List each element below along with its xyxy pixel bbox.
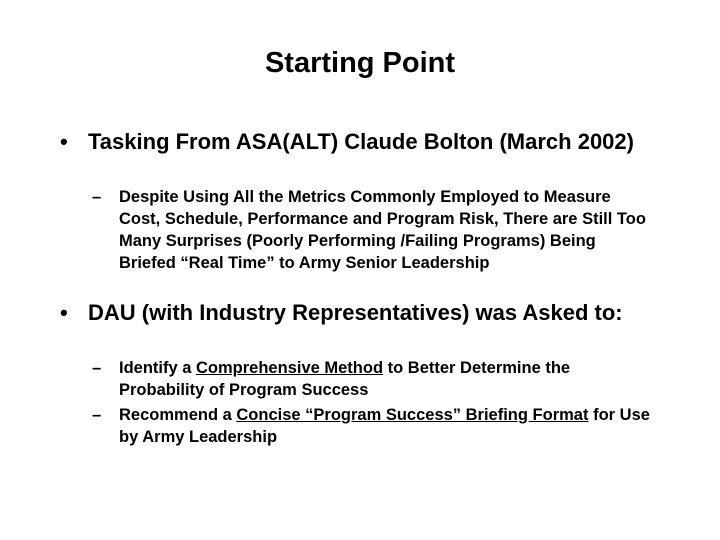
sub-bullet-text [119, 404, 652, 448]
underlined-phrase: Comprehensive Method [196, 359, 384, 377]
sub-bullet-item [92, 357, 652, 401]
bullet-item [60, 299, 660, 326]
slide-title: Starting Point [264, 47, 456, 79]
dash-marker: – [92, 188, 102, 206]
sub-bullet-text: Despite Using All the Metrics Commonly Employed to Measure Cost, Schedule, Performance and Program Risk, There are Still Too Many Surprises (Poorly Performing /Failing Programs) Being Briefed “Real Time” to Army Senior Leadership [119, 188, 646, 272]
sub-bullet-text-part: Recommend a [119, 406, 237, 424]
sub-bullet-text [119, 357, 652, 401]
sub-bullet-text-part: to Better Determine the Probability of Program Success [119, 359, 571, 399]
bullet-text: Tasking From ASA(ALT) Claude Bolton (March 2002) [88, 129, 634, 154]
underlined-phrase: Concise “Program Success” Briefing Format [236, 406, 589, 424]
bullet-marker: • [60, 300, 68, 325]
sub-bullet-item [92, 186, 652, 274]
dash-marker: – [92, 359, 102, 377]
sub-bullet-item [92, 404, 652, 448]
sub-bullet-text-part: Identify a [119, 359, 197, 377]
dash-marker: – [92, 406, 102, 424]
bullet-text: DAU (with Industry Representatives) was Asked to: [88, 300, 623, 325]
bullet-item [60, 128, 660, 155]
bullet-marker: • [60, 129, 68, 154]
sub-bullet-text-part: for Use by Army Leadership [119, 406, 650, 446]
